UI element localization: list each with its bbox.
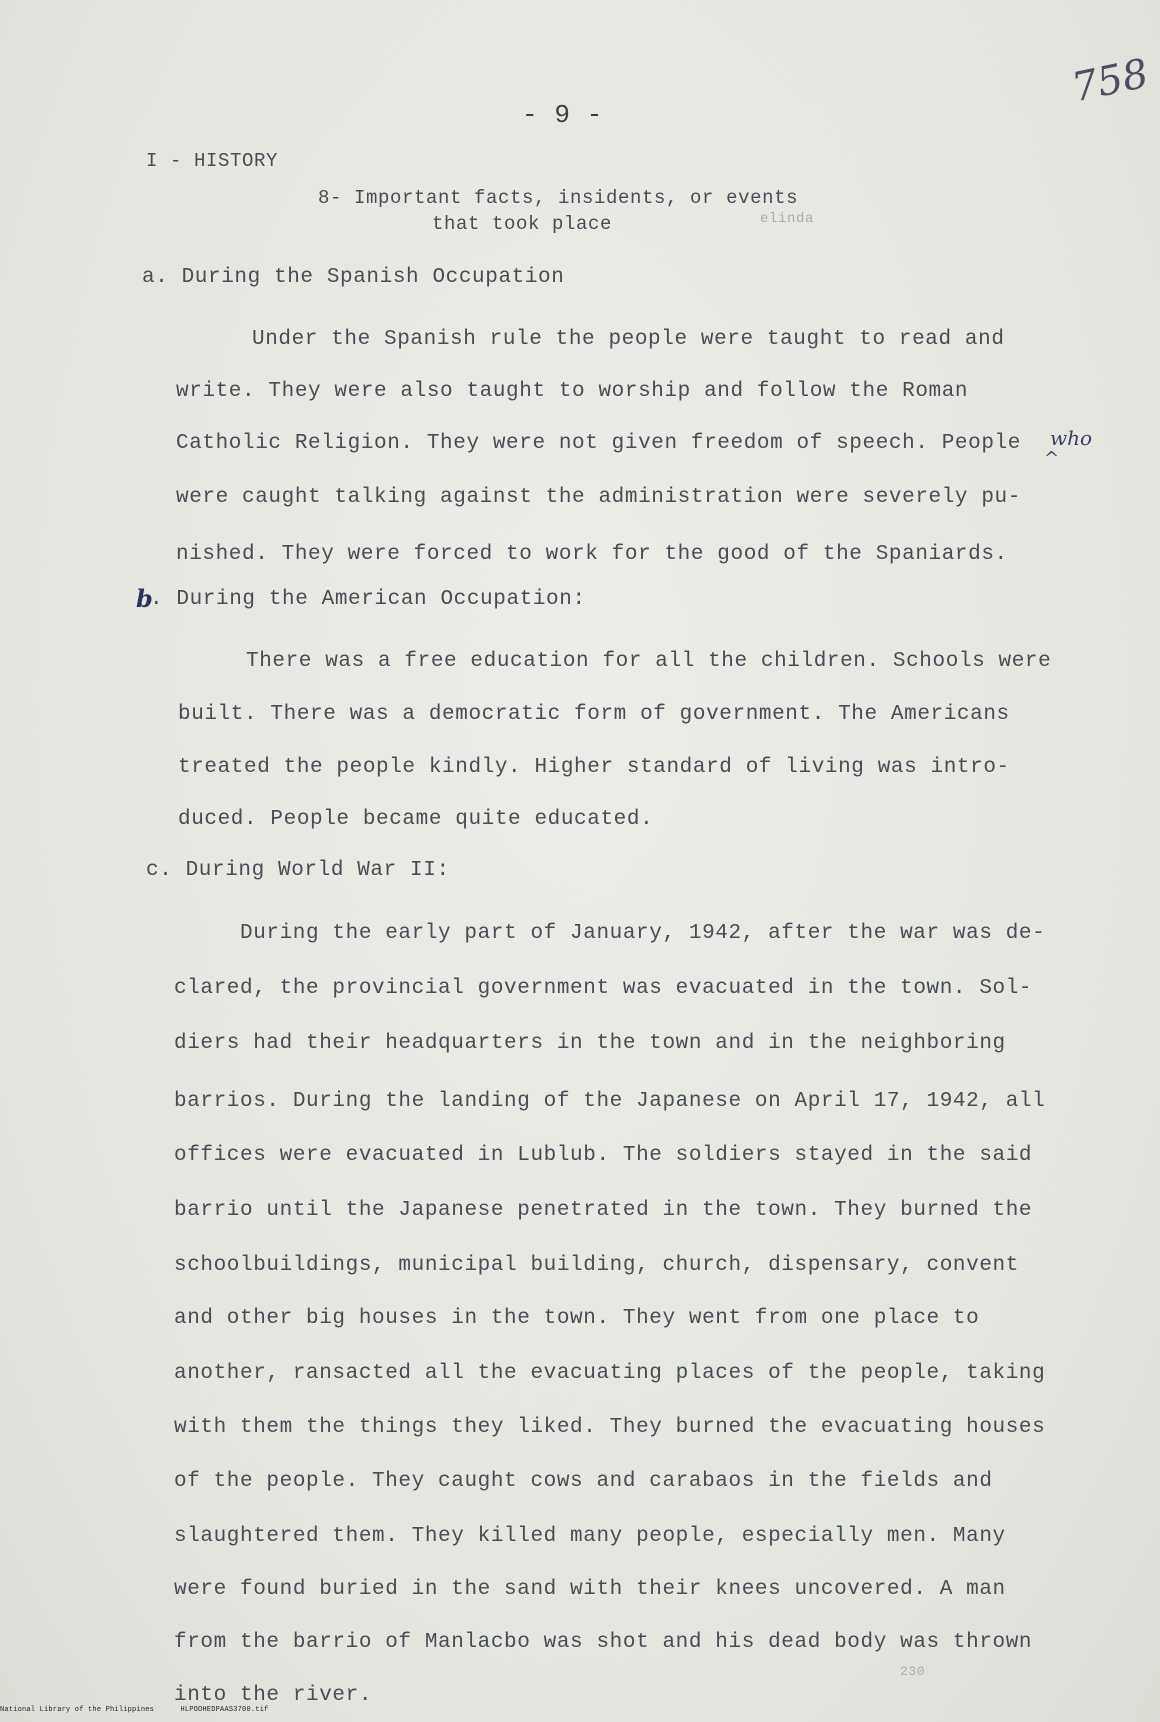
section-b-line: duced. People became quite educated. [178,808,654,831]
section-c-line: diers had their headquarters in the town and in the neighboring [174,1032,1006,1055]
section-c-line: and other big houses in the town. They went from one place to [174,1307,980,1330]
section-c-line: barrio until the Japanese penetrated in the town. They burned the [174,1199,1033,1222]
section-c-line: were found buried in the sand with their knees uncovered. A man [174,1578,1006,1601]
section-a-line: nished. They were forced to work for the good of the Spaniards. [176,543,1008,566]
section-c-line: barrios. During the landing of the Japanese on April 17, 1942, all [174,1090,1046,1113]
section-a-line: write. They were also taught to worship and follow the Roman [176,380,969,403]
section-c-label: c. During World War II: [146,859,450,882]
heading-line-2: that took place [432,213,613,235]
page-stamp: 758 [1068,50,1153,112]
footer-file: HLPOOHEDPAAS3700.tif [180,1706,269,1714]
section-c-line: slaughtered them. They killed many people, especially men. Many [174,1525,1006,1548]
section-c-line: offices were evacuated in Lublub. The soldiers stayed in the said [174,1144,1033,1167]
section-a-line: were caught talking against the administration were severely pu- [176,486,1021,509]
section-a-line: Catholic Religion. They were not given freedom of speech. People [176,432,1021,455]
section-a-line: Under the Spanish rule the people were taught to read and [252,328,1005,351]
handwritten-insert-word: who [1050,426,1093,450]
section-a-label: a. During the Spanish Occupation [142,266,565,289]
footer [0,1706,1160,1720]
section-c-line: schoolbuildings, municipal building, church, dispensary, convent [174,1254,1019,1277]
heading-line-1: 8- Important facts, insidents, or events [318,187,799,209]
section-c-line: with them the things they liked. They burned the evacuating houses [174,1416,1046,1439]
section-b-label: . During the American Occupation: [150,588,586,611]
heading-faint-note: elinda [760,211,815,227]
faint-page-number: 230 [900,1664,926,1679]
section-b-line: treated the people kindly. Higher standard of living was intro- [178,756,1010,779]
page-number: - 9 - [522,100,604,130]
section-c-line: another, ransacted all the evacuating places of the people, taking [174,1362,1046,1385]
section-c-line: into the river. [174,1684,373,1707]
section-b-line: built. There was a democratic form of government. The Americans [178,703,1010,726]
section-b-label-letter: b [136,584,154,613]
footer-library: National Library of the Philippines [0,1706,155,1714]
section-c-line: clared, the provincial government was evacuated in the town. Sol- [174,977,1033,1000]
handwritten-insert-caret: ^ [1044,448,1060,469]
section-b-line: There was a free education for all the children. Schools were [246,650,1052,673]
section-c-line: from the barrio of Manlacbo was shot and his dead body was thrown [174,1631,1033,1654]
section-title: I - HISTORY [146,150,279,172]
section-c-line: of the people. They caught cows and carabaos in the fields and [174,1470,993,1493]
section-c-line: During the early part of January, 1942, after the war was de- [240,922,1046,945]
